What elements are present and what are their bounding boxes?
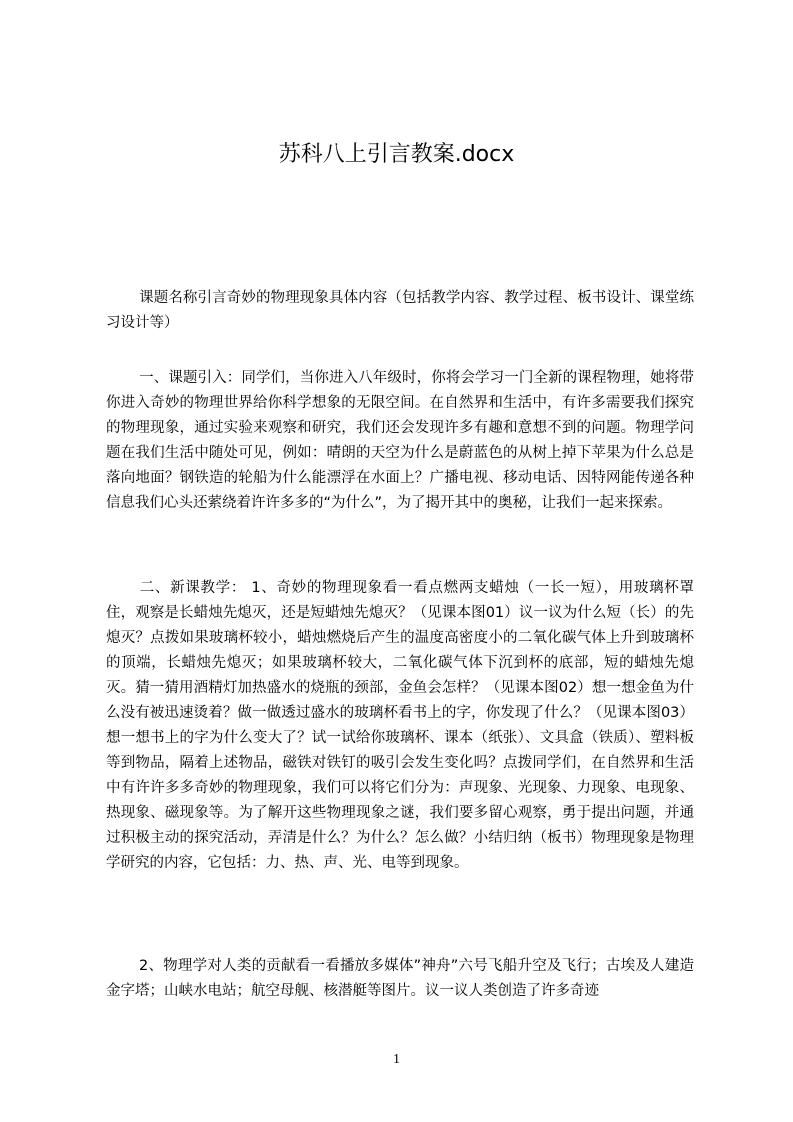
paragraph-new-lesson: [106, 576, 694, 876]
document-title: 苏科八上引言教案.docx: [278, 142, 515, 167]
paragraph-text: 2、物理学对人类的贡献看一看播放多媒体”神舟”六号飞船升空及飞行；古埃及人建造金字塔；山峡水电站；航空母舰、核潜艇等图片。议一议人类创造了许多奇迹: [106, 958, 694, 999]
paragraph-text: 课题名称引言奇妙的物理现象具体内容（包括教学内容、教学过程、板书设计、课堂练习设计等）: [106, 290, 694, 331]
paragraph-text: 一、课题引入：同学们，当你进入八年级时，你将会学习一门全新的课程物理，她将带你进入奇妙的物理世界给你科学想象的无限空间。在自然界和生活中，有许多需要我们探究的物理现象，通过实验来观察和研究，我们还会发现许多有趣和意想不到的问题。物理学问题在我们生活中随处可见，例如：晴朗的天空为什么是蔚蓝色的从树上掉下苹果为什么总是落向地面？钢铁造的轮船为什么能漂浮在水面上？广播电视、移动电话、因特网能传递各种信息我们心头还萦绕着许许多多的“为什么”，为了揭开其中的奥秘，让我们一起来探索。: [106, 370, 694, 511]
page-number: 1: [393, 1052, 400, 1067]
paragraph-topic: [106, 286, 694, 336]
paragraph-contribution: [106, 954, 694, 1004]
paragraph-introduction: [106, 366, 694, 516]
paragraph-text: 二、新课教学： 1、奇妙的物理现象看一看点燃两支蜡烛（一长一短），用玻璃杯罩住，观察是长蜡烛先熄灭，还是短蜡烛先熄灭？（见课本图01）议一议为什么短（长）的先熄灭？点拨如果玻璃杯较小，蜡烛燃烧后产生的温度高密度小的二氧化碳气体上升到玻璃杯的顶端，长蜡烛先熄灭；如果玻璃杯较大，二氧化碳气体下沉到杯的底部，短的蜡烛先熄灭。猜一猜用酒精灯加热盛水的烧瓶的颈部，金鱼会怎样？（见课本图02）想一想金鱼为什么没有被迅速烫着？做一做透过盛水的玻璃杯看书上的字，你发现了什么？（见课本图03）想一想书上的字为什么变大了？试一试给你玻璃杯、课本（纸张）、文具盒（铁质）、塑料板等到物品，隔着上述物品，磁铁对铁钉的吸引会发生变化吗？点拨同学们，在自然界和生活中有许许多多奇妙的物理现象，我们可以将它们分为：声现象、光现象、力现象、电现象、热现象、磁现象等。为了解开这些物理现象之谜，我们要多留心观察，勇于提出问题，并通过积极主动的探究活动，弄清是什么？为什么？怎么做？小结归纳（板书）物理现象是物理学研究的内容，它包括：力、热、声、光、电等到现象。: [106, 580, 694, 871]
